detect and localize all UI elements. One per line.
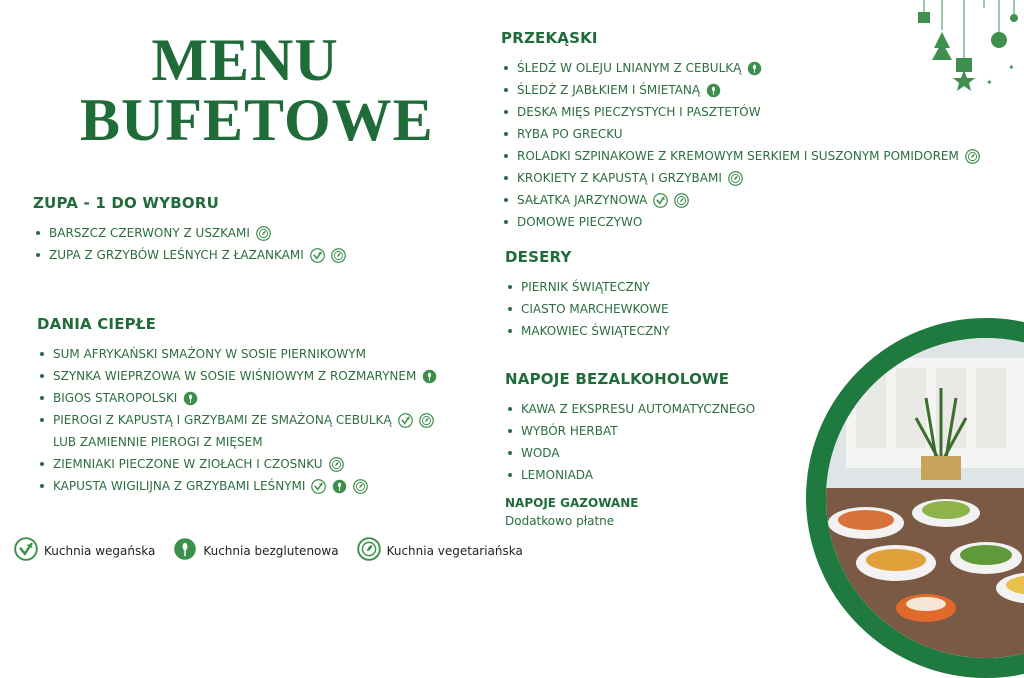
menu-item — [37, 475, 437, 497]
menu-item-text: WODA — [521, 446, 560, 460]
section-heading: PRZEKĄSKI — [501, 29, 598, 47]
menu-item-text: BIGOS STAROPOLSKI — [53, 391, 178, 405]
menu-item-text: DESKA MIĘS PIECZYSTYCH I PASZTETÓW — [517, 105, 761, 119]
menu-item-text: PIERNIK ŚWIĄTECZNY — [521, 280, 651, 294]
section-zupa — [33, 194, 346, 266]
menu-item-text: PIEROGI Z KAPUSTĄ I GRZYBAMI ZE SMAŻONĄ CEBULKĄ — [53, 413, 392, 427]
item-list — [505, 276, 670, 342]
item-list — [505, 398, 755, 486]
vegetarian-badge-icon — [357, 537, 381, 564]
menu-item-text: WYBÓR HERBAT — [521, 424, 618, 438]
legend-vegetarian — [357, 537, 523, 564]
section-przekaski — [501, 29, 980, 233]
menu-item — [501, 79, 980, 101]
menu-item-text: RYBA PO GRECKU — [517, 127, 623, 141]
gluten-free-badge-icon — [173, 537, 197, 564]
section-heading: NAPOJE BEZALKOHOLOWE — [505, 370, 730, 388]
section-heading: DESERY — [505, 248, 572, 266]
menu-item-text: KROKIETY Z KAPUSTĄ I GRZYBAMI — [517, 171, 722, 185]
menu-item — [501, 167, 980, 189]
menu-item — [37, 431, 437, 453]
section-napoje — [505, 370, 755, 528]
menu-item-text: BARSZCZ CZERWONY Z USZKAMI — [49, 226, 250, 240]
legend-vegetarian-label: Kuchnia vegetariańska — [386, 543, 523, 558]
gluten-free-badge-icon — [422, 369, 437, 384]
legend-vegan — [14, 537, 155, 564]
menu-title — [80, 27, 434, 153]
menu-item — [505, 298, 670, 320]
menu-item-text: SZYNKA WIEPRZOWA W SOSIE WIŚNIOWYM Z ROZMARYNEM — [53, 369, 417, 383]
legend-vegan-label: Kuchnia wegańska — [44, 543, 156, 558]
vegan-badge-icon — [14, 537, 38, 564]
svg-text:✦: ✦ — [1008, 63, 1015, 72]
buffet-photo-illustration — [826, 338, 1024, 658]
vegetarian-badge-icon — [674, 193, 689, 208]
menu-item-text: DOMOWE PIECZYWO — [517, 215, 643, 229]
section-heading: ZUPA - 1 DO WYBORU — [33, 194, 219, 212]
gluten-free-badge-icon — [706, 83, 721, 98]
vegan-badge-icon — [311, 479, 326, 494]
menu-item — [505, 464, 755, 486]
menu-item — [37, 387, 437, 409]
menu-item-text: SAŁATKA JARZYNOWA — [517, 193, 648, 207]
menu-item — [37, 453, 437, 475]
item-list — [33, 222, 346, 266]
svg-text:✦: ✦ — [986, 78, 993, 87]
menu-item — [501, 145, 980, 167]
gluten-free-badge-icon — [183, 391, 198, 406]
menu-item — [37, 409, 437, 431]
section-desery — [505, 248, 670, 342]
napoje-gazowane-heading: NAPOJE GAZOWANE — [505, 496, 639, 510]
title-line-2: BUFETOWE — [80, 87, 434, 153]
menu-item-text: ŚLEDŹ Z JABŁKIEM I ŚMIETANĄ — [517, 83, 701, 97]
vegetarian-badge-icon — [329, 457, 344, 472]
menu-item — [501, 211, 980, 233]
gluten-free-badge-icon — [332, 479, 347, 494]
menu-item — [505, 420, 755, 442]
menu-item — [33, 222, 346, 244]
menu-item — [33, 244, 346, 266]
menu-item — [37, 365, 437, 387]
buffet-photo — [806, 318, 1024, 678]
item-list — [37, 343, 437, 497]
title-line-1: MENU — [151, 27, 339, 93]
menu-item — [505, 320, 670, 342]
vegetarian-badge-icon — [353, 479, 368, 494]
menu-item — [501, 123, 980, 145]
vegetarian-badge-icon — [965, 149, 980, 164]
menu-item — [505, 442, 755, 464]
vegetarian-badge-icon — [728, 171, 743, 186]
menu-item — [505, 276, 670, 298]
vegetarian-badge-icon — [419, 413, 434, 428]
menu-item-text: ŚLEDŹ W OLEJU LNIANYM Z CEBULKĄ — [517, 61, 742, 75]
legend-gluten-free — [173, 537, 338, 564]
menu-item — [37, 343, 437, 365]
menu-item — [501, 57, 980, 79]
menu-item-text: KAPUSTA WIGILIJNA Z GRZYBAMI LEŚNYMI — [53, 479, 306, 493]
item-list — [501, 57, 980, 233]
napoje-gazowane-note: Dodatkowo płatne — [505, 514, 615, 528]
menu-item — [501, 101, 980, 123]
menu-item-text: MAKOWIEC ŚWIĄTECZNY — [521, 324, 670, 338]
vegetarian-badge-icon — [256, 226, 271, 241]
menu-item-text: KAWA Z EKSPRESU AUTOMATYCZNEGO — [521, 402, 756, 416]
menu-item-text: SUM AFRYKAŃSKI SMAŻONY W SOSIE PIERNIKOWYM — [53, 347, 366, 361]
diet-legend — [14, 537, 533, 564]
vegan-badge-icon — [310, 248, 325, 263]
menu-item — [505, 398, 755, 420]
menu-item — [501, 189, 980, 211]
menu-item-text: LEMONIADA — [521, 468, 594, 482]
vegan-badge-icon — [398, 413, 413, 428]
section-dania-cieple — [37, 315, 437, 497]
menu-item-text: LUB ZAMIENNIE PIEROGI Z MIĘSEM — [53, 435, 263, 449]
legend-gluten-free-label: Kuchnia bezglutenowa — [203, 543, 339, 558]
menu-item-text: ZUPA Z GRZYBÓW LEŚNYCH Z ŁAZANKAMI — [49, 248, 304, 262]
vegetarian-badge-icon — [331, 248, 346, 263]
section-heading: DANIA CIEPŁE — [37, 315, 157, 333]
menu-item-text: ZIEMNIAKI PIECZONE W ZIOŁACH I CZOSNKU — [53, 457, 323, 471]
menu-item-text: CIASTO MARCHEWKOWE — [521, 302, 669, 316]
vegan-badge-icon — [653, 193, 668, 208]
gluten-free-badge-icon — [747, 61, 762, 76]
menu-item-text: ROLADKI SZPINAKOWE Z KREMOWYM SERKIEM I SUSZONYM POMIDOREM — [517, 149, 959, 163]
